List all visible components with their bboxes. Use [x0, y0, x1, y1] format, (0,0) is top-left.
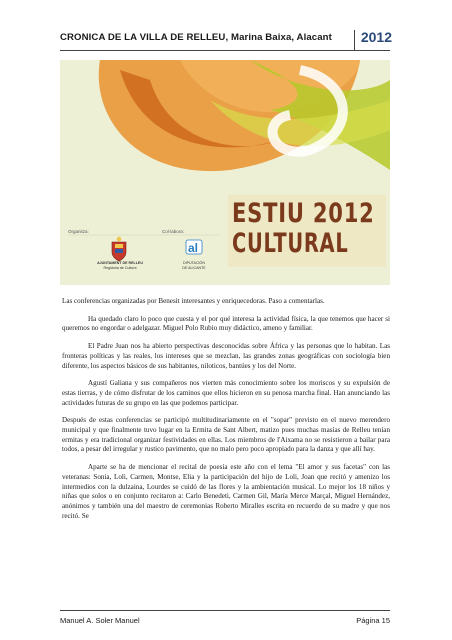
- diputacion-logo-icon: [186, 240, 202, 255]
- header-divider: [354, 30, 355, 50]
- organiza-label: Organitza:: [68, 229, 89, 234]
- paragraph-4: Agustí Galiana y sus compañeros nos vierten más conocimiento sobre los moriscos y su expulsión de estas tierras, y de cómo disfrutar de los caminos que ellos hicieron en su penosa marcha final. Han anunciando las actividades futuras de su grupo en las que podemos participar.: [62, 379, 390, 407]
- footer-author: Manuel A. Soler Manuel: [60, 616, 140, 625]
- collaborator-name-text: DIPUTACIÓN: [183, 261, 205, 265]
- paragraph-5: Después de estas conferencias se participó multitudinariamente en el "sopar" previsto en el nuevo merendero municipal y que finalmente tuvo lugar en la Ermita de Sant Albert, matizo pues muchas masías de Relleu tenían ermitas y era tradicional organizar festividades en ellas. Los miembros de l'Aixama no se resistieron a bailar para todos, a pesar del irregular y rustico pavimento, que no malo pero poco apropiado para la danza y que allí hay.: [62, 416, 390, 454]
- organizer-name-text: AJUNTAMENT DE RELLEU: [97, 261, 143, 265]
- footer-page-number: Página 15: [356, 616, 390, 625]
- estiu-cultural-poster: [60, 60, 390, 285]
- header-rule: [60, 50, 390, 51]
- article-body: [62, 297, 390, 529]
- organizer-dept-text: Regidoria de Cultura: [103, 265, 137, 270]
- colabora-label: Col·labora:: [162, 229, 185, 234]
- organizer-name: [93, 261, 147, 270]
- page-footer: [60, 610, 390, 630]
- footer-rule: [60, 610, 390, 611]
- chronicle-title: CRONICA DE LA VILLA DE RELLEU, Marina Baixa, Alacant: [60, 32, 332, 43]
- header-year: 2012: [360, 29, 392, 45]
- page-header: [60, 30, 390, 52]
- paragraph-1: Las conferencias organizadas por Benesit interesantes y enriquecedoras. Paso a comentarlas.: [62, 297, 325, 305]
- collaborator-name: [175, 261, 213, 270]
- collaborator-sub-text: DE ALICANTE: [182, 265, 206, 270]
- paragraph-6: Aparte se ha de mencionar el recital de poesía este año con el lema "El amor y sus facetas" con las veteranas: Sonia, Loli, Carmen, Montse, Elia y la participación del hijo de Loli, Joan que recitó y amenizo los intermedios con la dulzaina, Lourdes se cuidó de las flores y la ambientación musical. Lo mejor los 18 niños y niñas que solos o en conjunto recitaron a: Carlo Benedeti, Carmen Gil, María Merce Marçal, Miguel Hernández, anónimos y también una del maestro de ceremonias Roberto Miralles escrita en recuerdo de su madre y que nos recitó. Se: [62, 463, 390, 520]
- paragraph-3: El Padre Juan nos ha abierto perspectivas desconocidas sobre África y las personas que lo habitan. Las fronteras políticas y las reales, los intereses que se mezclan, las grandes zonas geográficas con sociología bien diferente, los aspectos básicos de sus habitantes, niloticos, bantúes y los del Norte.: [62, 342, 390, 370]
- poster-headline-cultural: CULTURAL: [232, 228, 349, 259]
- paragraph-2: Ha quedado claro lo poco que cuesta y el por qué interesa la actividad física, la que tenemos que hacer si queremos no engordar o adelgazar. Miguel Polo Rubio muy didáctico, ameno y familiar.: [62, 314, 390, 333]
- poster-headline-estiu: ESTIU 2012: [232, 198, 375, 229]
- svg-text:al: al: [188, 241, 199, 255]
